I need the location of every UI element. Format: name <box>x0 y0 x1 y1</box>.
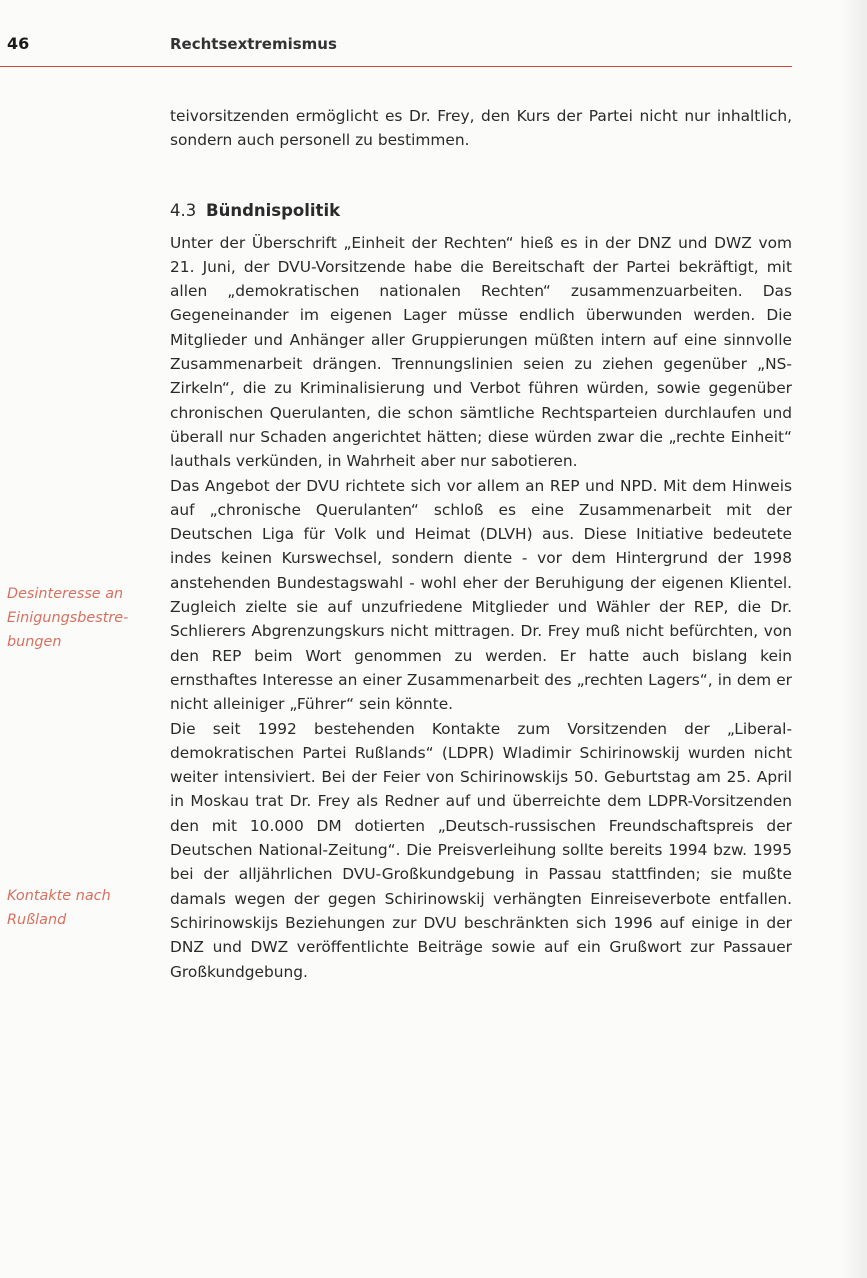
paragraph-kontakte: Die seit 1992 bestehenden Kontakte zum Vorsitzenden der „Liberaldemokratischen Partei Rußlands“ (LDPR) Wladimir Schirinowskij wurden nicht weiter intensiviert. Bei der Feier von Schirinowskijs 50. Geburtstag am 25. April in Moskau trat Dr. Frey als Redner auf und überreichte dem LDPR-Vorsitzenden den mit 10.000 DM dotierten „Deutsch-russischen Freundschaftspreis der Deutschen National-Zeitung“. Die Preisverleihung sollte bereits 1994 bzw. 1995 bei der alljährlichen DVU-Großkundgebung in Passau stattfinden; sie mußte damals wegen der gegen Schirinowskij verhängten Einreiseverbote entfallen. Schirinowskijs Beziehungen zur DVU beschränkten sich 1996 auf einige in der DNZ und DWZ veröffentlichte Beiträge sowie auf ein Grußwort zur Passauer Großkundgebung. <box>170 719 792 981</box>
paragraph-einheit: Unter der Überschrift „Einheit der Rechten“ hieß es in der DNZ und DWZ vom 21. Juni, der DVU-Vorsitzende habe die Bereitschaft der Partei bekräftigt, mit allen „demokratischen nationalen Rechten“ zusammenzuarbeiten. Das Gegeneinander im eigenen Lager müsse endlich überwunden werden. Die Mitglieder und Anhänger aller Gruppierungen müßten intern auf eine sinnvolle Zusammenarbeit drängen. Trennungslinien seien zu ziehen gegenüber „NS-Zirkeln“, die zu Kriminalisierung und Verbot führen würden, sowie gegenüber chronischen Querulanten, die schon sämtliche Rechtsparteien durchlaufen und überall nur Schaden angerichtet hätten; diese würden zwar die „rechte Einheit“ lauthals verkünden, in Wahrheit aber nur sabotieren. <box>170 233 792 471</box>
page-number: 46 <box>7 34 30 53</box>
margin-note-kontakte: Kontakte nach Rußland <box>7 888 111 928</box>
paragraph-intro: teivorsitzenden ermöglicht es Dr. Frey, den Kurs der Partei nicht nur inhaltlich, sondern auch personell zu bestimmen. <box>170 107 792 150</box>
header-rule <box>0 66 792 67</box>
section-title: Bündnispolitik <box>206 200 341 220</box>
margin-note-desinteresse: Desinteresse an Einigungsbestrebungen <box>7 586 129 650</box>
paragraph-angebot: Das Angebot der DVU richtete sich vor allem an REP und NPD. Mit dem Hinweis auf „chronische Querulanten“ schloß es eine Zusammenarbeit mit der Deutschen Liga für Volk und Heimat (DLVH) aus. Diese Initiative bedeutete indes keinen Kurswechsel, sondern diente - vor dem Hintergrund der 1998 anstehenden Bundestagswahl - wohl eher der Beruhigung der eigenen Klientel. Zugleich zielte sie auf unzufriedene Mitglieder und Wähler der REP, die Dr. Schlierers Abgrenzungskurs nicht mittragen. Dr. Frey muß nicht befürchten, von den REP beim Wort genommen zu werden. Er hatte auch bislang kein ernsthaftes Interesse an einer Zusammenarbeit des „rechten Lagers“, in dem er nicht alleiniger „Führer“ sein könnte. <box>170 476 792 714</box>
section-heading <box>170 199 792 223</box>
running-title: Rechtsextremismus <box>170 35 337 53</box>
main-text <box>170 104 792 984</box>
section-number: 4.3 <box>170 200 197 220</box>
page-edge-shadow <box>841 0 867 1278</box>
